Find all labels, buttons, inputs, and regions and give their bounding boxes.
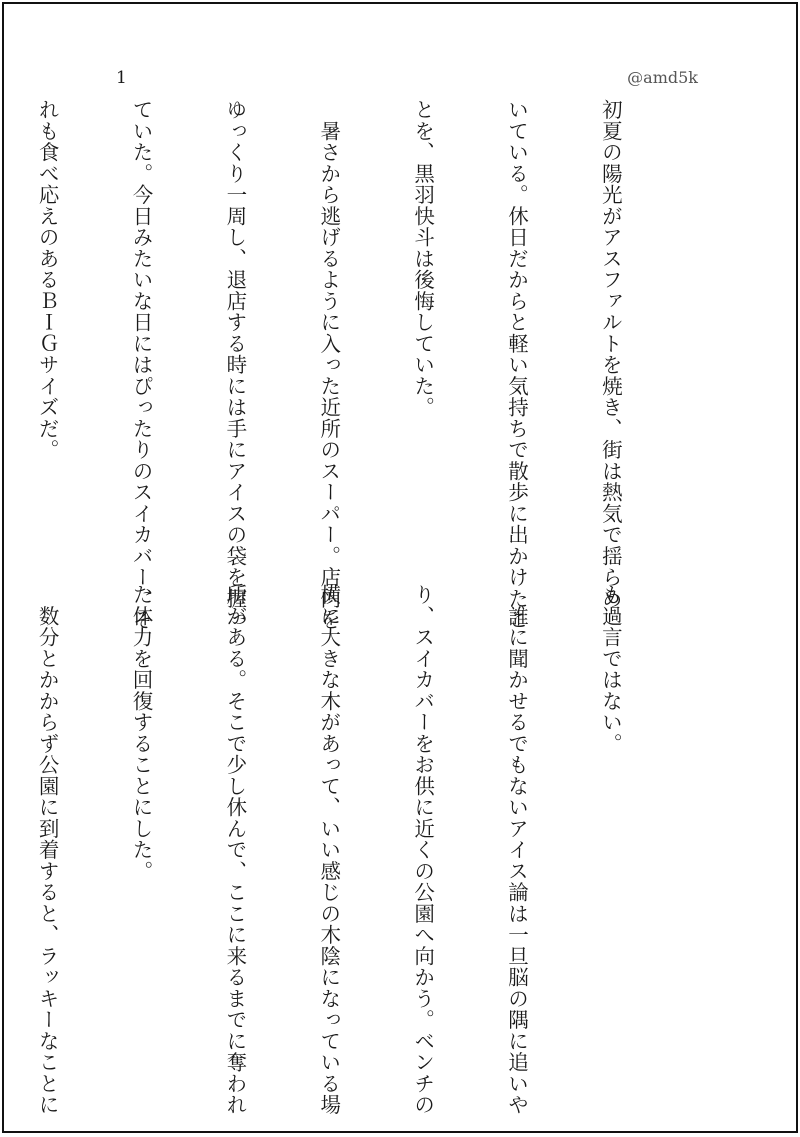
text-column: ゆっくり一周し、退店する時には手にアイスの袋を握っ <box>222 99 247 631</box>
text-column: り、スイカバーをお供に近くの公園へ向かう。ベンチの <box>410 584 435 1116</box>
page-number: 1 <box>116 68 127 88</box>
text-column: 数分とかからず公園に到着すると、ラッキーなことに <box>35 584 60 1116</box>
text-column: 所がある。そこで少し休んで、ここに来るまでに奪われ <box>222 584 247 1116</box>
text-column: 横に大きな木があって、いい感じの木陰になっている場 <box>316 584 341 1116</box>
text-column: ていた。今日みたいな日にはぴったりのスイカバー、そ <box>128 99 153 631</box>
text-column: 初夏の陽光がアスファルトを焼き、街は熱気で揺らめ <box>598 99 623 609</box>
top-text-block <box>0 99 688 631</box>
text-column: いている。休日だからと軽い気持ちで散歩に出かけたこ <box>504 99 529 631</box>
novel-page <box>2 2 798 1133</box>
text-column: 誰に聞かせるでもないアイス論は一旦脳の隅に追いや <box>504 584 529 1116</box>
text-column: れも食べ応えのあるＢＩＧサイズだ。 <box>35 99 60 461</box>
text-column: た体力を回復することにした。 <box>128 584 153 882</box>
bottom-text-block <box>0 584 688 1116</box>
text-column: とを、黒羽快斗は後悔していた。 <box>410 99 435 418</box>
text-column: も過言ではない。 <box>598 584 623 754</box>
author-handle: @amd5k <box>627 68 698 87</box>
text-column: 暑さから逃げるように入った近所のスーパー。店内を <box>316 99 341 631</box>
